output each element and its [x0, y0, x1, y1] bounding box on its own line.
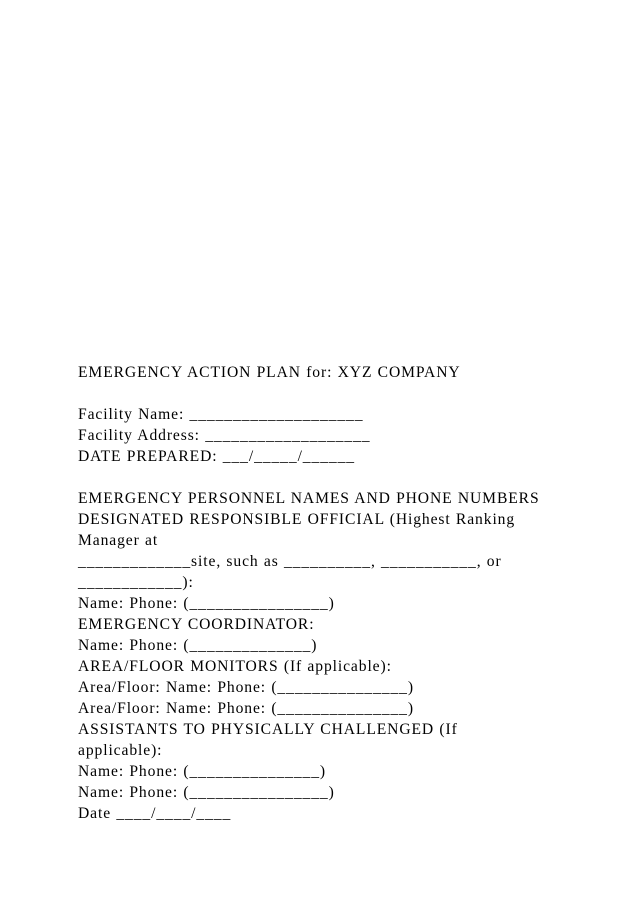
official-line: DESIGNATED RESPONSIBLE OFFICIAL (Highest Ranking	[78, 511, 516, 528]
monitors-heading: AREA/FLOOR MONITORS (If applicable):	[78, 658, 392, 675]
date-line: Date ____/____/____	[78, 805, 232, 822]
monitor-contact-line: Area/Floor: Name: Phone: (_______________)	[78, 700, 414, 717]
assistants-heading: applicable):	[78, 742, 163, 759]
document-body	[78, 362, 578, 824]
official-line: ____________):	[78, 574, 194, 591]
official-contact-line: Name: Phone: (________________)	[78, 595, 335, 612]
assistants-heading: ASSISTANTS TO PHYSICALLY CHALLENGED (If	[78, 721, 458, 738]
monitor-contact-line: Area/Floor: Name: Phone: (_______________)	[78, 679, 414, 696]
assistant-contact-line: Name: Phone: (_______________)	[78, 763, 327, 780]
personnel-heading: EMERGENCY PERSONNEL NAMES AND PHONE NUMBERS	[78, 490, 540, 507]
coordinator-contact-line: Name: Phone: (______________)	[78, 637, 318, 654]
document-title: EMERGENCY ACTION PLAN for: XYZ COMPANY	[78, 364, 461, 381]
official-line: _____________site, such as __________, ___________, or	[78, 553, 502, 570]
spacer	[78, 383, 578, 404]
date-prepared-line: DATE PREPARED: ___/_____/______	[78, 448, 355, 465]
facility-name-line: Facility Name: ____________________	[78, 406, 364, 423]
official-line: Manager at	[78, 532, 159, 549]
spacer	[78, 467, 578, 488]
coordinator-heading: EMERGENCY COORDINATOR:	[78, 616, 315, 633]
assistant-contact-line: Name: Phone: (________________)	[78, 784, 335, 801]
facility-address-line: Facility Address: ___________________	[78, 427, 371, 444]
